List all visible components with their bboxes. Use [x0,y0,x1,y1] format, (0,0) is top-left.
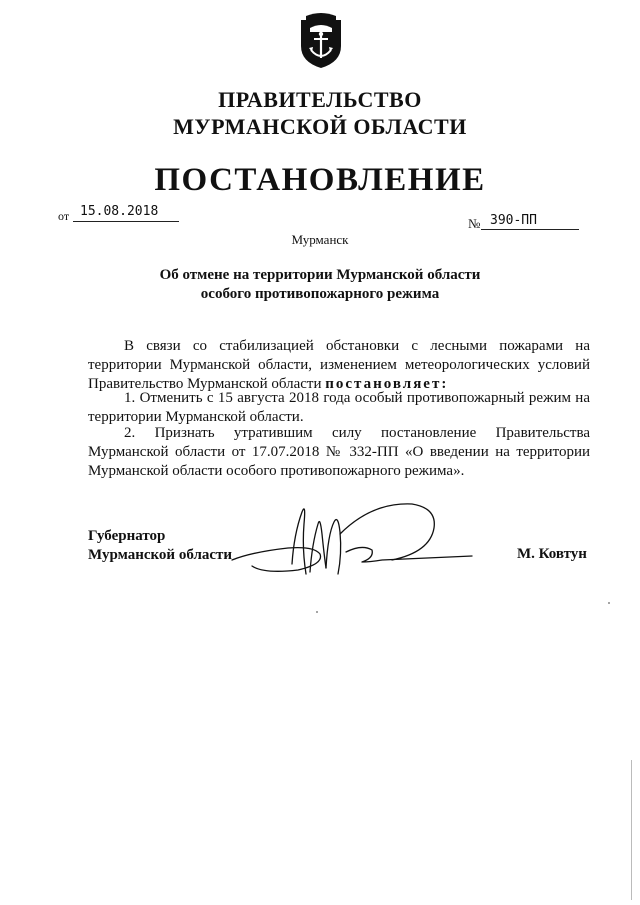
handwritten-signature [222,494,482,584]
scan-speck [316,611,318,613]
paragraph-2 [88,389,590,427]
government-title-line1: ПРАВИТЕЛЬСТВО [218,87,422,112]
paragraph-3-line3: Мурманской области особого противопожарного режима». [88,463,465,479]
paragraph-3-line1: 2. Признать утратившим силу постановление Правительства [124,425,590,441]
paragraph-1-line3-text: Правительство Мурманской области [88,376,322,392]
paragraph-2-line2: территории Мурманской области. [88,409,304,425]
signatory-title-line1: Губернатор [88,528,166,544]
paragraph-1-line2: территории Мурманской области, изменением метеорологических условий [88,357,590,373]
subject-line2: особого противопожарного режима [200,286,440,302]
date-label: от [58,209,70,223]
scan-speck [608,602,610,604]
number-underline [481,229,579,230]
signatory-title-line2: Мурманской области [88,547,233,563]
murmansk-coat-of-arms-icon [298,12,344,70]
decree-word: постановляет: [325,376,449,392]
paragraph-1-line1: В связи со стабилизацией обстановки с лесными пожарами на [124,338,590,354]
government-title-line2: МУРМАНСКОЙ ОБЛАСТИ [173,114,467,139]
date-underline [73,221,179,222]
paragraph-3-line2: Мурманской области от 17.07.2018 № 332-ПП «О введении на территории [88,444,590,460]
scan-edge-mark [631,760,632,900]
subject-line1: Об отмене на территории Мурманской области [159,267,481,283]
document-number: 390-ПП [490,213,537,228]
city-name: Мурманск [291,232,349,247]
paragraph-3 [88,424,590,481]
document-date: 15.08.2018 [80,204,159,219]
number-label: № [468,216,481,231]
document-type-title: ПОСТАНОВЛЕНИЕ [154,162,486,198]
signer-name: М. Ковтун [517,546,587,562]
paragraph-1 [88,337,590,394]
paragraph-2-line1: 1. Отменить с 15 августа 2018 года особый противопожарный режим на [124,390,590,406]
